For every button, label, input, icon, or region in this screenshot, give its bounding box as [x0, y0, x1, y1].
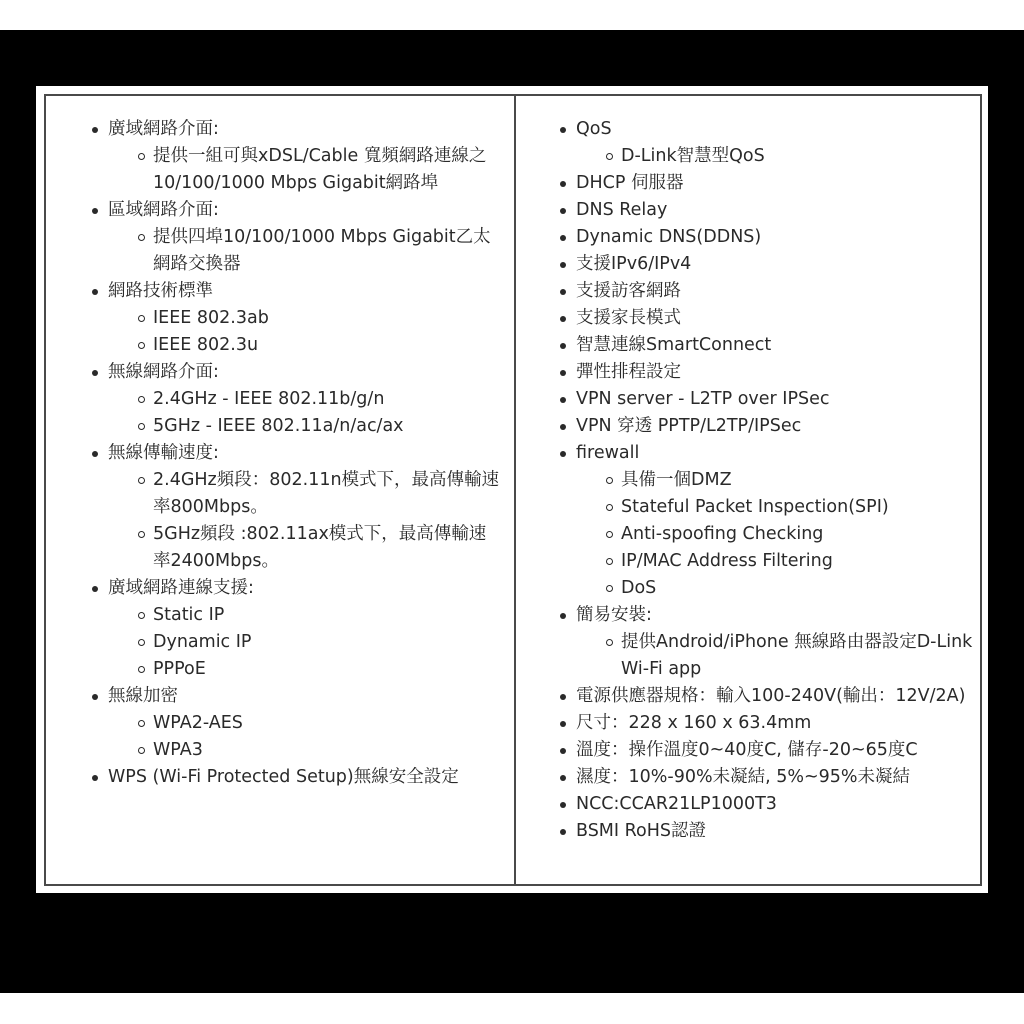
spec-item-label: 支援IPv6/IPv4	[576, 254, 692, 274]
spec-item-label: 無線加密	[108, 686, 178, 706]
spec-table	[44, 94, 982, 886]
spec-item	[108, 764, 503, 791]
spec-sublist	[108, 386, 503, 440]
top-black-band	[0, 30, 1024, 86]
spec-item	[576, 764, 976, 791]
spec-item	[576, 359, 976, 386]
spec-item	[576, 602, 976, 683]
spec-item	[576, 116, 976, 170]
spec-subitem: WPA2-AES	[153, 710, 503, 737]
spec-item	[108, 197, 503, 278]
spec-item	[576, 683, 976, 710]
column-divider	[514, 96, 516, 884]
spec-item-label: WPS (Wi-Fi Protected Setup)無線安全設定	[108, 767, 459, 787]
spec-sublist	[108, 305, 503, 359]
spec-subitem: IEEE 802.3ab	[153, 305, 503, 332]
spec-item-label: Dynamic DNS(DDNS)	[576, 227, 762, 247]
spec-subitem: 提供四埠10/100/1000 Mbps Gigabit乙太網路交換器	[153, 224, 503, 278]
spec-item	[576, 818, 976, 845]
spec-item	[108, 575, 503, 683]
spec-item-label: 彈性排程設定	[576, 362, 681, 382]
spec-item-label: 尺寸：228 x 160 x 63.4mm	[576, 713, 812, 733]
spec-item	[576, 386, 976, 413]
spec-subitem: 2.4GHz - IEEE 802.11b/g/n	[153, 386, 503, 413]
spec-item	[576, 197, 976, 224]
right-spec-column	[576, 116, 976, 845]
spec-item	[576, 170, 976, 197]
spec-item-label: 支援訪客網路	[576, 281, 681, 301]
spec-item-label: firewall	[576, 443, 640, 463]
spec-subitem: 提供一組可與xDSL/Cable 寬頻網路連線之10/100/1000 Mbps Gigabit網路埠	[153, 143, 503, 197]
spec-item	[108, 359, 503, 440]
spec-item	[576, 737, 976, 764]
spec-item-label: QoS	[576, 119, 612, 139]
spec-item	[576, 332, 976, 359]
spec-subitem: Static IP	[153, 602, 503, 629]
spec-subitem: Stateful Packet Inspection(SPI)	[621, 494, 976, 521]
spec-item	[108, 116, 503, 197]
spec-sublist	[108, 710, 503, 764]
spec-item	[576, 251, 976, 278]
spec-item	[576, 710, 976, 737]
spec-item-label: BSMI RoHS認證	[576, 821, 706, 841]
bottom-black-band	[0, 893, 1024, 993]
spec-subitem: 5GHz - IEEE 802.11a/n/ac/ax	[153, 413, 503, 440]
spec-subitem: 2.4GHz頻段：802.11n模式下，最高傳輸速率800Mbps。	[153, 467, 503, 521]
spec-sublist	[576, 629, 976, 683]
left-black-band	[0, 30, 36, 993]
spec-item	[576, 305, 976, 332]
spec-subitem: 提供Android/iPhone 無線路由器設定D-Link Wi-Fi app	[621, 629, 976, 683]
spec-item-label: 網路技術標準	[108, 281, 213, 301]
spec-item-label: 廣域網路介面:	[108, 119, 219, 139]
spec-item-label: 智慧連線SmartConnect	[576, 335, 772, 355]
spec-item	[576, 224, 976, 251]
spec-item	[576, 413, 976, 440]
spec-sublist	[108, 602, 503, 683]
spec-item-label: NCC:CCAR21LP1000T3	[576, 794, 777, 814]
left-spec-column	[108, 116, 503, 791]
spec-subitem: 具備一個DMZ	[621, 467, 976, 494]
spec-subitem: DoS	[621, 575, 976, 602]
spec-item-label: 廣域網路連線支援:	[108, 578, 254, 598]
spec-item-label: 無線網路介面:	[108, 362, 219, 382]
spec-subitem: PPPoE	[153, 656, 503, 683]
spec-item	[108, 683, 503, 764]
spec-item	[576, 278, 976, 305]
spec-sublist	[108, 143, 503, 197]
spec-sublist	[108, 224, 503, 278]
spec-subitem: IP/MAC Address Filtering	[621, 548, 976, 575]
spec-item-label: 濕度：10%-90%未凝結, 5%~95%未凝結	[576, 767, 911, 787]
spec-item-label: 簡易安裝:	[576, 605, 652, 625]
spec-item	[576, 440, 976, 602]
spec-sublist	[108, 467, 503, 575]
spec-item-label: 區域網路介面:	[108, 200, 219, 220]
spec-subitem: 5GHz頻段 :802.11ax模式下，最高傳輸速率2400Mbps。	[153, 521, 503, 575]
spec-item-label: DHCP 伺服器	[576, 173, 684, 193]
spec-item-label: 電源供應器規格：輸入100-240V(輸出：12V/2A)	[576, 686, 966, 706]
spec-subitem: WPA3	[153, 737, 503, 764]
spec-item	[108, 440, 503, 575]
spec-item-label: 溫度：操作溫度0~40度C, 儲存-20~65度C	[576, 740, 918, 760]
spec-item-label: 無線傳輸速度:	[108, 443, 219, 463]
spec-subitem: D-Link智慧型QoS	[621, 143, 976, 170]
right-black-band	[988, 30, 1024, 993]
spec-item-label: VPN server - L2TP over IPSec	[576, 389, 830, 409]
spec-item	[576, 791, 976, 818]
spec-sublist	[576, 143, 976, 170]
spec-subitem: Dynamic IP	[153, 629, 503, 656]
spec-item-label: 支援家長模式	[576, 308, 681, 328]
spec-item-label: DNS Relay	[576, 200, 668, 220]
spec-sublist	[576, 467, 976, 602]
spec-item	[108, 278, 503, 359]
spec-subitem: IEEE 802.3u	[153, 332, 503, 359]
spec-item-label: VPN 穿透 PPTP/L2TP/IPSec	[576, 416, 802, 436]
spec-subitem: Anti-spoofing Checking	[621, 521, 976, 548]
